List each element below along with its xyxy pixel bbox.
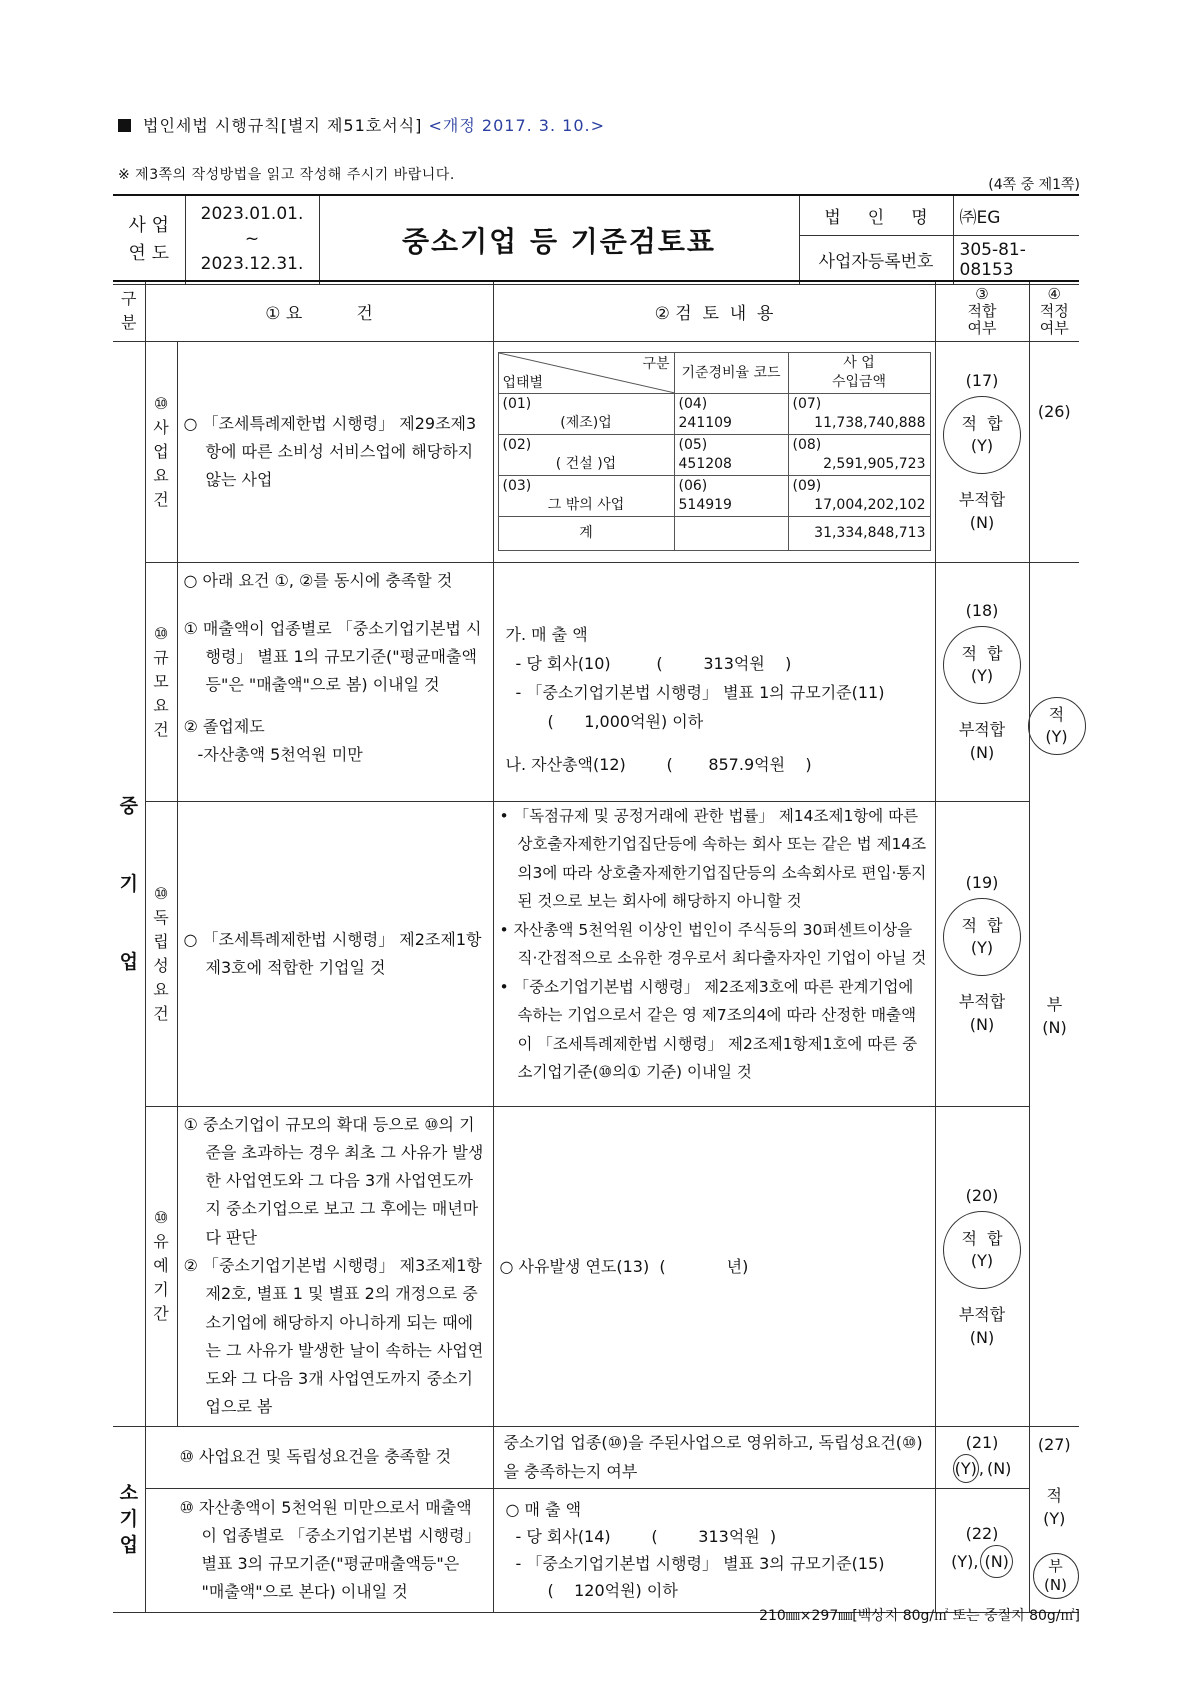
total-amount[interactable]: 31,334,848,713 bbox=[788, 517, 930, 551]
diag-header bbox=[498, 353, 674, 394]
biz-no-label: 사업자등록번호 bbox=[799, 235, 953, 284]
r106-requirement bbox=[145, 1488, 493, 1612]
fit-y: (Y) bbox=[970, 436, 994, 455]
fit-y: (Y) bbox=[970, 666, 994, 685]
r103-bullet-3: • 「중소기업기본법 시행령」 제2조제3호에 따른 관계기업에 속하는 기업으로서 같은 영 제7조의4에 따라 산정한 매출액이 「조세특례제한법 시행령」 제2조제1항제1호에 따른 중소기업기준(⑩의① 기준) 이내일 것 bbox=[499, 977, 918, 1081]
h-gubun: 구분 bbox=[642, 356, 670, 372]
r104-review[interactable]: ○ 사유발생 연도(13) ( 년) bbox=[493, 1106, 935, 1426]
period-start[interactable]: 2023.01.01. bbox=[200, 204, 304, 225]
r104-fit bbox=[935, 1106, 1029, 1426]
proper-y: (Y) bbox=[1043, 1508, 1066, 1528]
proper-n: (N) bbox=[1042, 1017, 1067, 1037]
criteria-table bbox=[113, 280, 1079, 1613]
amount-value[interactable]: 11,738,740,888 bbox=[814, 415, 926, 431]
proper-no-label: 부 bbox=[1046, 994, 1063, 1014]
r102-label: ⑩ 규 모 요 건 bbox=[145, 562, 177, 801]
r102-intro: ○ 아래 요건 ①, ②를 동시에 충족할 것 bbox=[183, 570, 453, 590]
fit-sep: , bbox=[973, 1552, 979, 1572]
rev-ga: 가. 매 출 액 bbox=[505, 625, 588, 644]
fit-n-circled[interactable]: (N) bbox=[980, 1545, 1012, 1578]
industry-row bbox=[498, 394, 930, 435]
small-proper bbox=[1029, 1426, 1079, 1612]
fit-n: (N) bbox=[969, 1327, 995, 1347]
row-name[interactable]: ( 건설 )업 bbox=[555, 456, 617, 472]
r101-requirement bbox=[177, 341, 493, 562]
code-no: (06) bbox=[678, 478, 708, 494]
diagonal-line bbox=[499, 353, 675, 393]
col-division: 구 분 bbox=[113, 281, 145, 341]
r106-review bbox=[493, 1488, 935, 1612]
fit-no-option[interactable] bbox=[936, 1303, 1029, 1349]
fit-no-option[interactable] bbox=[936, 718, 1029, 764]
business-period bbox=[185, 195, 319, 284]
r104-label: ⑩ 유 예 기 간 bbox=[145, 1106, 177, 1426]
rev-standard: - 「중소기업기본법 시행령」 별표 1의 규모기준(11) bbox=[515, 683, 885, 702]
amount-no: (09) bbox=[792, 478, 822, 494]
law-reference: 법인세법 시행규칙[별지 제51호서식] bbox=[143, 116, 423, 135]
fit-yes-label: 적 합 bbox=[961, 1228, 1003, 1248]
form-reference bbox=[118, 113, 605, 136]
fit-y-circled[interactable]: (Y) bbox=[953, 1454, 979, 1483]
code-value[interactable]: 451208 bbox=[678, 456, 732, 472]
fit-no-option[interactable] bbox=[936, 488, 1029, 534]
fit-no-label: 부적합 bbox=[958, 490, 1006, 509]
total-row bbox=[498, 517, 930, 551]
col-requirement: ① 요 건 bbox=[145, 281, 493, 341]
revision-date: <개정 2017. 3. 10.> bbox=[428, 116, 605, 135]
writing-note: ※ 제3쪽의 작성방법을 읽고 작성해 주시기 바랍니다. bbox=[118, 167, 455, 183]
period-end[interactable]: 2023.12.31. bbox=[200, 254, 304, 275]
r103-review bbox=[493, 801, 935, 1106]
amount-value[interactable]: 17,004,202,102 bbox=[814, 497, 926, 513]
year-label: 사 업 연 도 bbox=[113, 195, 185, 284]
small-proper-yes[interactable] bbox=[1030, 1484, 1080, 1530]
row-no: (02) bbox=[502, 437, 532, 453]
rev-standard-val[interactable]: ( 120억원) 이하 bbox=[547, 1581, 678, 1601]
fit-no: (17) bbox=[965, 371, 999, 390]
fit-n: (N) bbox=[969, 513, 995, 532]
fit-no: (19) bbox=[965, 873, 999, 892]
r102-fit bbox=[935, 562, 1029, 801]
fit-y: (Y) bbox=[970, 1250, 994, 1270]
code-value[interactable]: 514919 bbox=[678, 497, 732, 513]
row-no: (03) bbox=[502, 478, 532, 494]
paper-spec: 210㎜×297㎜[백상지 80g/㎡ 또는 중질지 80g/㎡] bbox=[759, 1608, 1080, 1624]
corp-name-value[interactable]: ㈜EG bbox=[953, 195, 1079, 235]
r103-fit bbox=[935, 801, 1029, 1106]
r102-item1: ① 매출액이 업종별로 「중소기업기본법 시행령」 별표 1의 규모기준("평균매출액등"은 "매출액"으로 봄) 이내일 것 bbox=[183, 618, 482, 694]
proper-yes: 적 bbox=[1048, 704, 1065, 724]
rev-standard-val[interactable]: ( 1,000억원) 이하 bbox=[547, 712, 704, 731]
row-name[interactable]: (제조)업 bbox=[560, 415, 612, 431]
col-proper: ④ 적정 여부 bbox=[1029, 281, 1079, 341]
industry-row bbox=[498, 435, 930, 476]
fit-options bbox=[936, 1454, 1029, 1483]
period-separator: ~ bbox=[244, 229, 260, 250]
header-table bbox=[113, 194, 1079, 285]
sme-label: 중 기 업 bbox=[113, 341, 145, 1426]
proper-no-label: 부 bbox=[1048, 1556, 1063, 1575]
small-label: 소 기 업 bbox=[113, 1426, 145, 1612]
r103-bullet-2: • 자산총액 5천억원 이상인 법인이 주식등의 30퍼센트이상을 직·간접적으로 소유한 경우로서 최다출자자인 기업이 아닐 것 bbox=[499, 920, 927, 967]
form-title: 중소기업 등 기준검토표 bbox=[319, 195, 799, 284]
proper-yes: 적 bbox=[1046, 1485, 1062, 1505]
h-income: 사 업 수입금액 bbox=[788, 353, 930, 394]
rev-na[interactable]: 나. 자산총액(12) ( 857.9억원 ) bbox=[505, 755, 812, 774]
r106-fit bbox=[935, 1488, 1029, 1612]
r103-text: ○ 「조세특례제한법 시행령」 제2조제1항제3호에 적합한 기업일 것 bbox=[183, 929, 482, 977]
r101-text: ○ 「조세특례제한법 시행령」 제29조제3항에 따른 소비성 서비스업에 해당하지 않는 사업 bbox=[183, 413, 477, 489]
h-code: 기준경비율 코드 bbox=[674, 353, 788, 394]
industry-table bbox=[498, 352, 931, 551]
fit-yes-circled[interactable] bbox=[943, 898, 1021, 976]
fit-yes-circled[interactable] bbox=[943, 396, 1021, 474]
fit-yes-label: 적 합 bbox=[961, 414, 1003, 433]
fit-no-option[interactable] bbox=[936, 990, 1029, 1036]
sme-proper-yes[interactable] bbox=[1028, 697, 1086, 755]
fit-no: (21) bbox=[965, 1433, 999, 1453]
r101-fit bbox=[935, 341, 1029, 562]
rev-standard: - 「중소기업기본법 시행령」 별표 3의 규모기준(15) bbox=[515, 1554, 885, 1574]
r106-text: ⑩ 자산총액이 5천억원 미만으로서 매출액이 업종별로 「중소기업기본법 시행령」 별표 3의 규모기준("평균매출액등"은 "매출액"으로 본다) 이내일 것 bbox=[179, 1498, 481, 1602]
r102-item2: ② 졸업제도 bbox=[183, 716, 265, 736]
r103-requirement bbox=[177, 801, 493, 1106]
proper-no: (26) bbox=[1029, 341, 1079, 562]
total-label: 계 bbox=[498, 517, 674, 551]
r101-review bbox=[493, 341, 935, 562]
industry-row bbox=[498, 476, 930, 517]
code-value[interactable]: 241109 bbox=[678, 415, 732, 431]
fit-yes-label: 적 합 bbox=[961, 916, 1003, 935]
small-proper-no[interactable] bbox=[1033, 1553, 1079, 1599]
r102-item2-sub: -자산총액 5천억원 미만 bbox=[197, 744, 363, 764]
col-fit: ③ 적합 여부 bbox=[935, 281, 1029, 341]
fit-n[interactable]: (N) bbox=[986, 1459, 1012, 1479]
r104-item2: ② 「중소기업기본법 시행령」 제3조제1항제2호, 별표 1 및 별표 2의 개정으로 중소기업에 해당하지 아니하게 되는 때에는 그 사유가 발생한 날이 속하는 사업연도와 그 다음 3개 사업연도까지 중소기업으로 봄 bbox=[183, 1255, 484, 1417]
fit-no-label: 부적합 bbox=[958, 720, 1006, 739]
proper-n: (N) bbox=[1044, 1575, 1067, 1594]
r105-text: ⑩ 사업요건 및 독립성요건을 충족할 것 bbox=[145, 1426, 493, 1488]
h-biz: 업태별 bbox=[502, 375, 544, 391]
square-bullet-icon bbox=[118, 119, 131, 132]
fit-n: (N) bbox=[969, 1015, 995, 1034]
fit-no: (22) bbox=[965, 1524, 999, 1544]
col-review: ② 검 토 내 용 bbox=[493, 281, 935, 341]
fit-y[interactable]: (Y) bbox=[951, 1552, 974, 1572]
fit-yes-label: 적 합 bbox=[961, 644, 1003, 663]
fit-sep: , bbox=[978, 1459, 984, 1479]
r103-bullet-1: • 「독점규제 및 공정거래에 관한 법률」 제14조제1항에 따른 상호출자제한기업집단등에 속하는 회사 또는 같은 법 제14조의3에 따라 상호출자제한기업집단등의 소속회사로 편입·통지된 것으로 보는 회사에 해당하지 아니할 것 bbox=[499, 806, 927, 910]
fit-no-label: 부적합 bbox=[958, 1304, 1006, 1324]
fit-no: (20) bbox=[965, 1185, 999, 1205]
rev-title: ○ 매 출 액 bbox=[505, 1500, 582, 1520]
proper-y: (Y) bbox=[1045, 726, 1068, 746]
amount-no: (08) bbox=[792, 437, 822, 453]
r104-item1: ① 중소기업이 규모의 확대 등으로 ⑩의 기준을 초과하는 경우 최초 그 사유가 발생한 사업연도와 그 다음 3개 사업연도까지 중소기업으로 보고 그 후에는 매년마다 판단 bbox=[183, 1114, 484, 1247]
r102-requirement bbox=[177, 562, 493, 801]
fit-no-label: 부적합 bbox=[958, 992, 1006, 1011]
biz-no-value[interactable]: 305-81-08153 bbox=[953, 235, 1079, 284]
code-no: (04) bbox=[678, 396, 708, 412]
code-no: (05) bbox=[678, 437, 708, 453]
r101-label: ⑩ 사 업 요 건 bbox=[145, 341, 177, 562]
corp-name-label: 법 인 명 bbox=[799, 195, 953, 235]
row-name[interactable]: 그 밖의 사업 bbox=[547, 497, 625, 513]
fit-yes-circled[interactable] bbox=[943, 626, 1021, 704]
fit-options bbox=[936, 1545, 1029, 1578]
amount-no: (07) bbox=[792, 396, 822, 412]
rev-company[interactable]: - 당 회사(14) ( 313억원 ) bbox=[515, 1527, 777, 1547]
sme-proper bbox=[1029, 562, 1079, 1426]
page-info: (4쪽 중 제1쪽) bbox=[988, 177, 1080, 193]
row-no: (01) bbox=[502, 396, 532, 412]
amount-value[interactable]: 2,591,905,723 bbox=[823, 456, 926, 472]
rev-company[interactable]: - 당 회사(10) ( 313억원 ) bbox=[515, 654, 792, 673]
r105-fit bbox=[935, 1426, 1029, 1488]
fit-y: (Y) bbox=[970, 938, 994, 957]
r104-requirement bbox=[177, 1106, 493, 1426]
r103-label: ⑩ 독 립 성 요 건 bbox=[145, 801, 177, 1106]
r105-review: 중소기업 업종(⑩)을 주된사업으로 영위하고, 독립성요건(⑩)을 충족하는지 여부 bbox=[493, 1426, 935, 1488]
fit-no: (18) bbox=[965, 601, 999, 620]
sme-proper-no[interactable] bbox=[1030, 993, 1080, 1039]
fit-yes-circled[interactable] bbox=[943, 1211, 1021, 1289]
proper-no: (27) bbox=[1037, 1434, 1071, 1454]
fit-n: (N) bbox=[969, 743, 995, 762]
r102-review bbox=[493, 562, 935, 801]
